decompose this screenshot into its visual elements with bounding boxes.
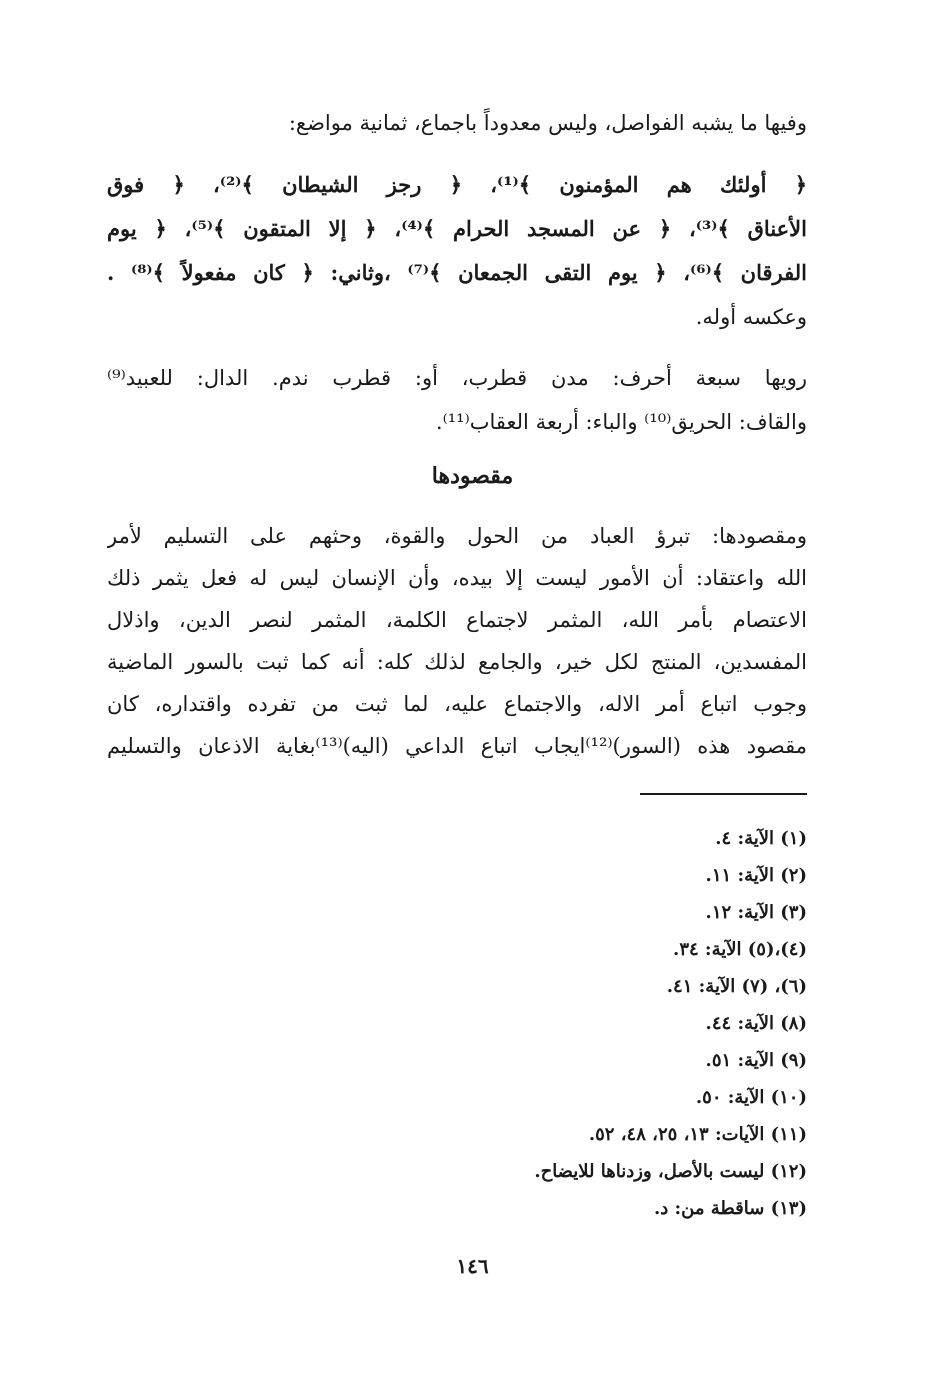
footnote-11: (١١) الآيات: ١٣، ٢٥، ٤٨، ٥٢. [588, 1124, 807, 1145]
footnote-3: (٣) الآية: ١٢. [705, 902, 807, 923]
footnote-6-7: (٦)، (٧) الآية: ٤١. [666, 976, 807, 997]
footnote-1: (١) الآية: ٤. [715, 828, 807, 849]
footnote-9: (٩) الآية: ٥١. [705, 1050, 807, 1071]
body-line-1: ومقصودها: تبرؤ العباد من الحول والقوة، وحثهم على التسليم لأمر [107, 524, 807, 548]
body-line-4: المفسدين، المنتج لكل خير، والجامع لذلك كله: أنه كما ثبت بالسور الماضية [107, 650, 807, 674]
verses-line-1: ﴿ أولئك هم المؤمنون ﴾⁽¹⁾، ﴿ رجز الشيطان ﴾⁽²⁾، ﴿ فوق [107, 172, 807, 197]
intro-line: وفيها ما يشبه الفواصل، وليس معدوداً باجماع، ثمانية مواضع: [288, 111, 807, 135]
footnote-4-5: (٤)،(٥) الآية: ٣٤. [673, 939, 807, 960]
body-line-3: الاعتصام بأمر الله، المثمر لاجتماع الكلمة، المثمر لنصر الدين، واذلال [107, 608, 807, 632]
footnote-separator [640, 793, 807, 795]
body-line-2: الله واعتقاد: أن الأمور ليست إلا بيده، وأن الإنسان ليس له فعل يثمر ذلك [107, 566, 807, 590]
body-line-5: وجوب اتباع أمر الاله، والاجتماع عليه، لما ثبت من تفرده واقتداره، كان [107, 692, 807, 716]
footnote-2: (٢) الآية: ١١. [705, 865, 807, 886]
verses-line-3: الفرقان ﴾⁽⁶⁾، ﴿ يوم التقى الجمعان ﴾⁽⁷⁾ ،وثاني: ﴿ كان مفعولاً ﴾⁽⁸⁾ . [107, 260, 807, 285]
section-heading: مقصودها [431, 463, 514, 489]
rawi-line-2: والقاف: الحريق⁽¹⁰⁾ والباء: أربعة العقاب⁽¹¹⁾. [435, 410, 807, 434]
rawi-line-1: رويها سبعة أحرف: مدن قطرب، أو: قطرب ندم. الدال: للعبيد⁽⁹⁾ [107, 366, 807, 390]
footnote-10: (١٠) الآية: ٥٠. [695, 1087, 807, 1108]
body-line-6: مقصود هذه (السور)⁽¹²⁾ايجاب اتباع الداعي (اليه)⁽¹³⁾بغاية الاذعان والتسليم [107, 734, 807, 758]
footnote-13: (١٣) ساقطة من: د. [653, 1198, 807, 1219]
footnotes-list [287, 820, 807, 1227]
verses-line-4: وعكسه أوله. [695, 305, 807, 329]
page-number: ١٤٦ [456, 1254, 489, 1278]
verses-line-2: الأعناق ﴾⁽³⁾، ﴿ عن المسجد الحرام ﴾⁽⁴⁾، ﴿ إلا المتقون ﴾⁽⁵⁾، ﴿ يوم [107, 216, 807, 241]
footnote-12: (١٢) ليست بالأصل، وزدناها للايضاح. [534, 1161, 807, 1182]
footnote-8: (٨) الآية: ٤٤. [705, 1013, 807, 1034]
